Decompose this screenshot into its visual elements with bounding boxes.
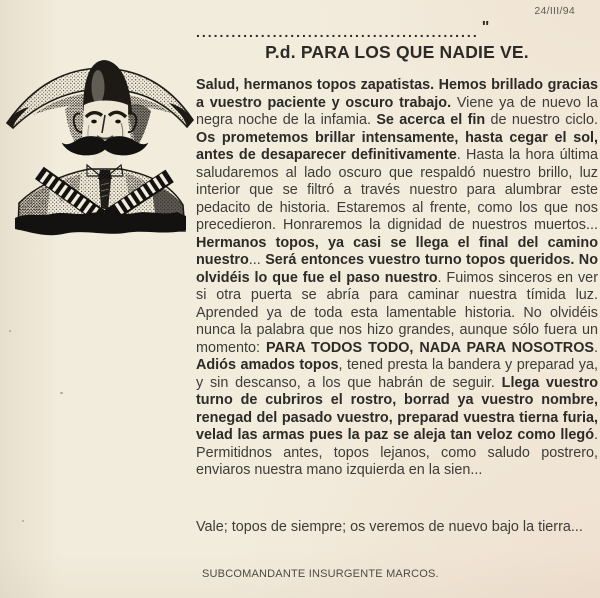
farewell-paragraph: Vale; topos de siempre; os veremos de nuevo bajo la tierra... bbox=[196, 519, 583, 535]
dotted-leader-line bbox=[196, 19, 598, 42]
communique-body: Salud, hermanos topos zapatistas. Hemos brillado gracias a vuestro paciente y oscuro trabajo. Viene ya de nuevo la negra noche de la infamia. Se acerca el fin de nuestro ciclo. Os prometemos brillar intensamente, hasta cegar el sol, antes de desaparecer definitivamente. Hasta la hora última saludaremos al lado oscuro que respaldó nuestro brillo, luz interior que se filtró a través nuestro para alumbrar este pedacito de historia. Estaremos al frente, como los que nos precedieron. Honraremos la dignidad de nuestros muertos... Hermanos topos, ya casi se llega el final del camino nuestro... Será entonces vuestro turno topos queridos. No olvidéis lo que fue el paso nuestro. Fuimos sinceros en ver si otra puerta se abría para caminar nuestra tímida luz. Aprended ya de toda esta lamentable historia. No olvidéis nunca la palabra que nos hizo grandes, aunque sólo fuera un momento: PARA TODOS TODO, NADA PARA NOSOTROS. Adiós amados topos, tened presta la bandera y preparad ya, y sin descanso, a los que habrán de seguir. Llega vuestro turno de cubriros el rostro, borrad ya vuestro nombre, renegad del pasado vuestro, preparad vuestra tierna furia, velad las armas pues la paz se aleja tan veloz como llegó. Permitidnos antes, topos lejanos, como saludo postrero, enviaros nuestra mano izquierda en la sien... bbox=[196, 77, 598, 478]
scan-speck bbox=[60, 392, 63, 394]
page-title: P.d. PARA LOS QUE NADIE VE. bbox=[265, 42, 529, 62]
eyes bbox=[91, 120, 97, 124]
zapata-portrait-illustration bbox=[5, 57, 195, 242]
closing-quote-mark: " bbox=[481, 19, 490, 36]
signature-line: SUBCOMANDANTE INSURGENTE MARCOS. bbox=[202, 568, 439, 580]
portrait-bottom-edge bbox=[15, 212, 186, 235]
leader-dots: ................................................ bbox=[196, 24, 479, 40]
date-stamp: 24/III/94 bbox=[534, 5, 575, 17]
scan-speck bbox=[9, 330, 11, 332]
scan-speck bbox=[22, 520, 24, 522]
